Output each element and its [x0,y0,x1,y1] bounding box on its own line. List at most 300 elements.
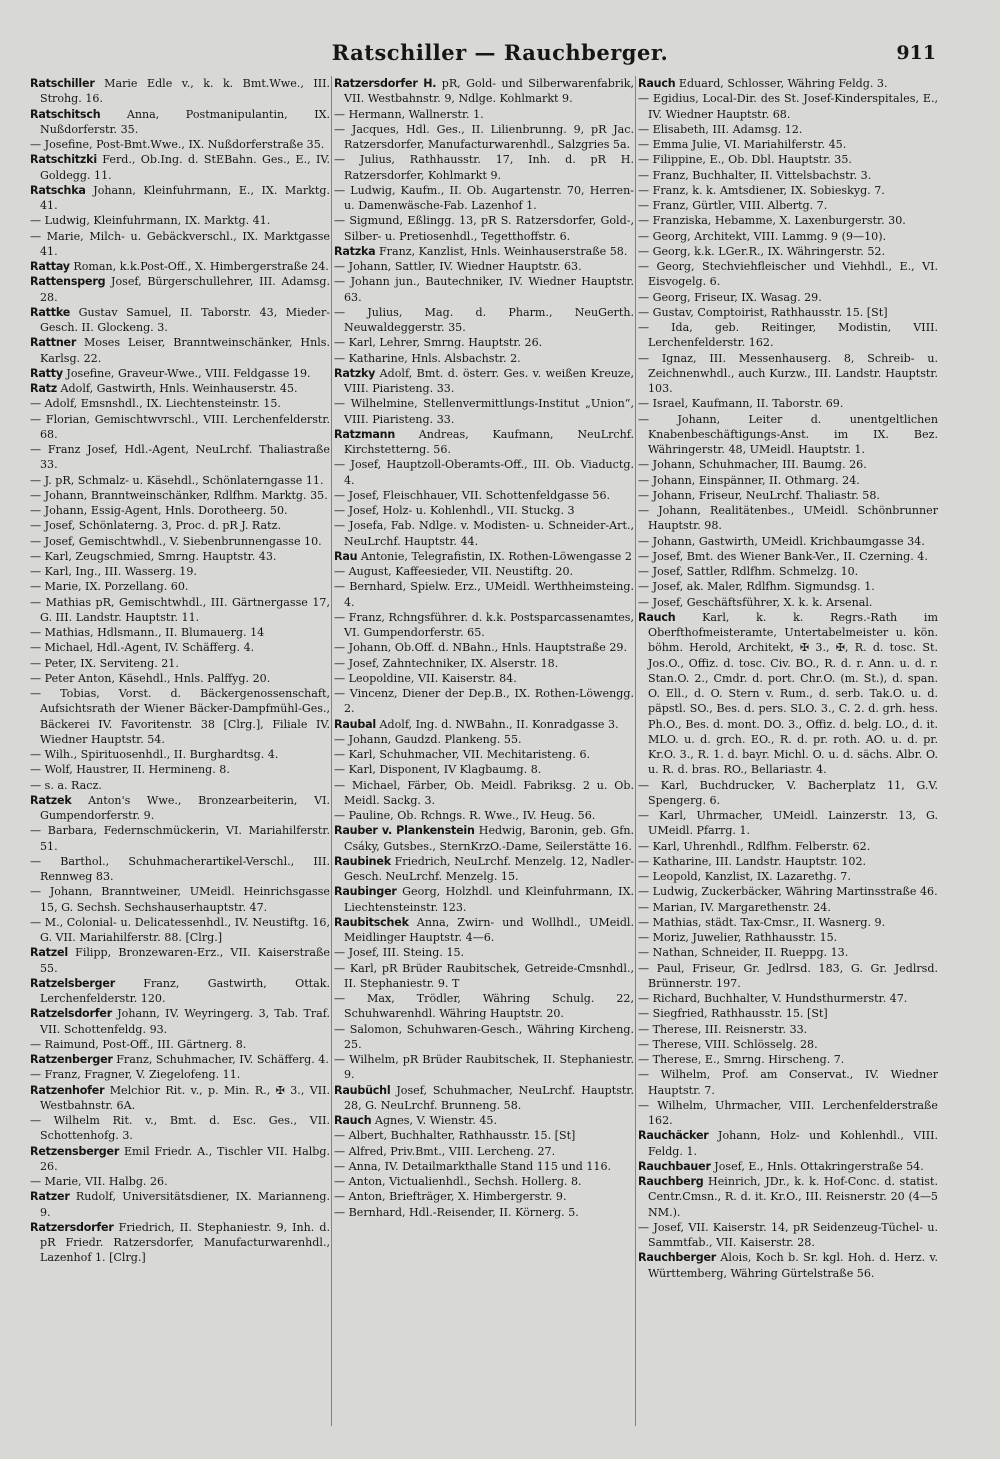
directory-entry [334,274,634,305]
entry-text: Adolf, Gastwirth, Hnls. Weinhauserstr. 45. [57,382,298,395]
entry-surname: Rattner [30,336,77,350]
entry-text: — Katharine, III. Landstr. Hauptstr. 102. [638,854,867,868]
entry-text: — Emma Julie, VI. Mariahilferstr. 45. [638,138,847,151]
directory-entry [30,1006,330,1037]
entry-text: — Franz, Fragner, V. Ziegelofeng. 11. [30,1068,241,1082]
entry-text: Eduard, Schlosser, Währing Feldg. 3. [675,77,888,90]
directory-entry [334,1128,634,1143]
directory-entry [638,1174,938,1220]
entry-text: — Karl, Uhrmacher, UMeidl. Lainzerstr. 13, G. UMeidl. Pfarrg. 1. [638,809,938,838]
directory-entry [638,778,938,809]
entry-surname: Rattay [30,260,70,273]
entry-surname: Rauch [638,77,676,90]
directory-entry [334,945,634,960]
directory-entry [30,137,330,152]
directory-entry [638,1220,938,1251]
directory-entry [334,808,634,823]
entry-text: — Ida, geb. Reitinger, Modistin, VIII. Lerchenfelderstr. 162. [638,321,938,350]
directory-entry [30,442,330,473]
directory-entry [334,1159,634,1174]
entry-surname: Ratzel [30,946,68,960]
directory-entry [638,839,938,854]
directory-entry [638,198,938,213]
entry-text: — Wilhelmine, Stellenvermittlungs-Institut „Union“, VIII. Piaristeng. 33. [334,397,634,426]
entry-text: Alois, Koch b. Sr. kgl. Hoh. d. Herz. v. Württemberg, Währing Gürtelstraße 56. [648,1251,938,1280]
directory-entry [30,671,330,686]
entry-text: — Franziska, Hebamme, X. Laxenburgerstr. 30. [638,214,906,228]
directory-entry [638,854,938,869]
entry-text: — Johann, Einspänner, II. Othmarg. 24. [638,473,860,487]
entry-text: — Josefine, Post-Bmt.Wwe., IX. Nußdorferstraße 35. [30,138,325,151]
entry-surname: Ratzersdorfer H. [334,77,437,90]
directory-entry [638,1006,938,1021]
directory-entry [334,488,634,503]
directory-entry [30,503,330,518]
entry-text: — Vincenz, Diener der Dep.B., IX. Rothen-Löwengg. 2. [334,687,634,716]
directory-entry [30,335,330,366]
entry-surname: Rau [334,549,358,563]
directory-entry [30,396,330,411]
entry-text: Josefine, Graveur-Wwe., VIII. Feldgasse 19. [62,366,311,380]
entry-text: — Karl, Disponent, IV Klagbaumg. 8. [334,763,542,777]
entry-surname: Ratzelsdorfer [30,1007,112,1021]
entry-surname: Raubitschek [334,915,409,929]
entry-text: — Peter, IX. Serviteng. 21. [30,656,179,670]
entry-text: — Josef, Hauptzoll-Oberamts-Off., III. Ob. Viaductg. 4. [334,458,634,487]
directory-entry [30,976,330,1007]
entry-text: — Marie, VII. Halbg. 26. [30,1175,168,1188]
entry-text: — Karl, Uhrenhdl., Rdlfhm. Felberstr. 62. [638,839,871,853]
entry-text: Johann, Kleinfuhrmann, E., IX. Marktg. 41. [40,183,330,212]
entry-text: — Johann, Ob.Off. d. NBahn., Hnls. Hauptstraße 29. [334,641,628,655]
entry-text: — Barbara, Federnschmückerin, VI. Mariahilferstr. 51. [30,824,330,853]
directory-entry [334,1189,634,1204]
directory-entry [30,595,330,626]
directory-entry [638,290,938,305]
directory-entry [334,732,634,747]
directory-entry [30,1174,330,1189]
directory-entry [638,915,938,930]
directory-entry [30,274,330,305]
entry-text: — Bernhard, Hdl.-Reisender, II. Körnerg. 5. [334,1205,579,1219]
entry-text: — Josef, ak. Maler, Rdlfhm. Sigmundsg. 1. [638,580,875,594]
directory-entry [334,884,634,915]
entry-text: — Wilhelm, Prof. am Conservat., IV. Wiedner Hauptstr. 7. [638,1068,938,1097]
directory-entry [334,656,634,671]
entry-surname: Ratty [30,366,63,380]
directory-entry [30,1220,330,1266]
entry-surname: Ratzelsberger [30,976,115,990]
directory-entry [638,869,938,884]
directory-entry [30,762,330,777]
directory-entry [334,76,634,107]
entry-text: Gustav Samuel, II. Taborstr. 43, Mieder-Gesch. II. Glockeng. 3. [40,305,330,334]
directory-entry [638,244,938,259]
entry-text: — Pauline, Ob. Rchngs. R. Wwe., IV. Heug. 56. [334,809,596,822]
entry-text: — Adolf, Emsnshdl., IX. Liechtensteinstr. 15. [30,397,281,411]
directory-entry [30,884,330,915]
entry-text: — Marie, Milch- u. Gebäckverschl., IX. Marktgasse 41. [30,229,330,258]
directory-entry [30,579,330,594]
directory-entry [30,1144,330,1175]
entry-text: Rudolf, Universitätsdiener, IX. Marianneng. 9. [40,1190,330,1219]
entry-text: — Mathias, städt. Tax-Cmsr., II. Wasnerg. 9. [638,915,886,929]
running-title: Ratschiller — Rauchberger. [331,40,669,65]
entry-text: — Tobias, Vorst. d. Bäckergenossenschaft, Aufsichtsrath der Wiener Bäcker-Dampfmühl-Ges., Bäckerei IV. Favoritenstr. 38 [Clrg.], Filiale IV. Wiedner Hauptstr. 54. [30,687,330,746]
directory-entry [334,427,634,458]
entry-text: — Karl, pR Brüder Raubitschek, Getreide-Cmsnhdl., II. Stephaniestr. 9. T [334,961,634,990]
entry-text: — Georg, k.k. LGer.R., IX. Währingerstr. 52. [638,244,885,258]
entry-surname: Ratzmann [334,427,396,441]
entry-text: Anna, Zwirn- und Wollhdl., UMeidl. Meidlinger Hauptstr. 4—6. [344,915,634,944]
entry-text: — Ignaz, III. Messenhauserg. 8, Schreib- u. Zeichnenwhdl., auch Kurzw., III. Landstr. Hauptstr. 103. [638,351,938,395]
entry-surname: Raubüchl [334,1083,391,1097]
directory-entry [638,76,938,91]
entry-text: — Jacques, Hdl. Ges., II. Lilienbrunng. 9, pR Jac. Ratzersdorfer, Manufacturwarenhdl., Salzgries 5a. [334,122,634,151]
entry-text: — Wilhelm Rit. v., Bmt. d. Esc. Ges., VII. Schottenhofg. 3. [30,1114,330,1143]
directory-entry [334,183,634,214]
entry-surname: Ratschiller [30,77,95,90]
directory-entry [334,915,634,946]
entry-text: — Josef, Geschäftsführer, X. k. k. Arsenal. [638,595,873,609]
entry-text: Antonie, Telegrafistin, IX. Rothen-Löwengasse 2 [357,549,632,563]
entry-surname: Rauchäcker [638,1129,709,1143]
directory-entry [334,305,634,336]
entry-text: — Michael, Hdl.-Agent, IV. Schäfferg. 4. [30,641,255,655]
directory-entry [638,1022,938,1037]
directory-entry [30,793,330,824]
entry-text: — Josef, Fleischhauer, VII. Schottenfeldgasse 56. [334,488,611,502]
entry-text: — s. a. Racz. [30,778,102,792]
directory-entry [30,656,330,671]
entry-text: — Johann, Leiter d. unentgeltlichen Knabenbeschäftigungs-Anst. im IX. Bez. Währingerstr. 48, UMeidl. Hauptstr. 1. [638,412,938,456]
entry-text: — Hermann, Wallnerstr. 1. [334,107,484,121]
directory-entry [638,320,938,351]
directory-entry [30,488,330,503]
entry-text: — Mathias pR, Gemischtwhdl., III. Gärtnergasse 17, G. III. Landstr. Hauptstr. 11. [30,595,330,624]
entry-surname: Rauchberg [638,1175,704,1188]
entry-text: pR, Gold- und Silberwarenfabrik, VII. Westbahnstr. 9, Ndlge. Kohlmarkt 9. [344,77,634,106]
directory-entry [30,945,330,976]
entry-text: Karl, k. k. Regrs.-Rath im Oberfthofmeisteramte, Untertabelmeister u. kön. böhm. Herold, Architekt, ✠ 3., ✠, R. d. tosc. St. Jos.O., Offiz. d. tosc. Civ. BO., R. d. r. Ann. u. d. r. Stan.O. 2., Cmdr. d. port. Chr.O. (m. St.), d. span. O. Ell., d. O. Stern v. Rum., d. serb. Tak.O. u. d. päpstl. SO., Bes. d. pers. SLO. 3., C. 2. d. grh. hess. Ph.O., Bes. d. mont. DO. 3., Offiz. d. belg. LO., d. it. MLO. u. d. grch. EO., R. d. pr. roth. AO. u. d. pr. Kr.O. 3., R. 1. d. bayr. Michl. O. u. d. sächs. Albr. O. u. R. d. bras. RO., Bellariastr. 4. [648,610,938,777]
directory-entry [334,747,634,762]
entry-text: Franz, Gastwirth, Ottak. Lerchenfelderstr. 120. [40,976,330,1005]
entry-text: — Josef, Schönlaterng. 3, Proc. d. pR J. Ratz. [30,519,281,533]
directory-entry [638,91,938,122]
entry-surname: Rauchbauer [638,1159,711,1173]
directory-entry [334,503,634,518]
directory-entry [30,564,330,579]
entry-text: Filipp, Bronzewaren-Erz., VII. Kaiserstraße 55. [40,946,330,975]
entry-surname: Rauber v. Plankenstein [334,824,475,838]
directory-entry [334,1205,634,1220]
directory-entry [638,122,938,137]
entry-text: — Sigmund, Eßlingg. 13, pR S. Ratzersdorfer, Gold-, Silber- u. Pretiosenhdl., Tegetthoffstr. 6. [334,214,634,243]
directory-entry [334,610,634,641]
entry-text: — Gustav, Comptoirist, Rathhausstr. 15. [St] [638,305,888,319]
directory-entry [30,412,330,443]
entry-surname: Ratzky [334,366,376,380]
entry-text: — Therese, E., Smrng. Hirscheng. 7. [638,1053,845,1066]
entry-text: — Wolf, Haustrer, II. Hermineng. 8. [30,763,230,777]
directory-entry [638,396,938,411]
entry-text: Josef, Schuhmacher, NeuLrchf. Hauptstr. 28, G. NeuLrchf. Brunneng. 58. [344,1083,634,1112]
entry-text: — Josef, III. Steing. 15. [334,946,465,960]
entry-surname: Ratzer [30,1190,70,1204]
entry-text: Emil Friedr. A., Tischler VII. Halbg. 26. [40,1144,330,1173]
entry-text: — Peter Anton, Käsehdl., Hnls. Palffyg. 20. [30,671,271,685]
directory-entry [30,915,330,946]
directory-entry [638,961,938,992]
directory-entry [30,640,330,655]
directory-entry [30,381,330,396]
directory-entry [30,107,330,138]
entry-surname: Rattensperg [30,275,106,289]
directory-entry [30,778,330,793]
entry-text: Marie Edle v., k. k. Bmt.Wwe., III. Strohg. 16. [40,77,330,106]
directory-entry [30,747,330,762]
directory-entry [638,808,938,839]
entry-text: Josef, E., Hnls. Ottakringerstraße 54. [710,1159,924,1173]
entry-text: Roman, k.k.Post-Off., X. Himbergerstraße 24. [69,260,329,273]
entry-text: — Karl, Schuhmacher, VII. Mechitaristeng. 6. [334,748,591,761]
entry-text: — Franz Josef, Hdl.-Agent, NeuLrchf. Thaliastraße 33. [30,443,330,472]
entry-text: Ferd., Ob.Ing. d. StEBahn. Ges., E., IV. Goldegg. 11. [40,153,330,182]
entry-text: — Josef, Gemischtwhdl., V. Siebenbrunnengasse 10. [30,534,322,548]
directory-entry [638,259,938,290]
entry-text: — Wilhelm, Uhrmacher, VIII. Lerchenfelderstraße 162. [638,1098,938,1127]
entry-text: — Johann, Realitätenbes., UMeidl. Schönbrunner Hauptstr. 98. [638,504,938,533]
entry-text: — Max, Trödler, Währing Schulg. 22, Schuhwarenhdl. Währing Hauptstr. 20. [334,992,634,1021]
directory-entry [30,76,330,107]
directory-entry [334,335,634,350]
entry-text: — Josef, Zahntechniker, IX. Alserstr. 18. [334,656,559,670]
entry-text: Friedrich, NeuLrchf. Menzelg. 12, Nadler-Gesch. NeuLrchf. Menzelg. 15. [344,854,634,883]
entry-text: — Egidius, Local-Dir. des St. Josef-Kinderspitales, E., IV. Wiedner Hauptstr. 68. [638,92,938,121]
directory-entry [334,579,634,610]
directory-entry [334,122,634,153]
entry-text: — Alfred, Priv.Bmt., VIII. Lercheng. 27. [334,1144,556,1158]
entry-text: — Karl, Lehrer, Smrng. Hauptstr. 26. [334,336,543,350]
entry-text: — Johann jun., Bautechniker, IV. Wiedner Hauptstr. 63. [334,275,634,304]
directory-entry [638,229,938,244]
entry-text: — Elisabeth, III. Adamsg. 12. [638,122,803,136]
entry-text: — Karl, Ing., III. Wasserg. 19. [30,565,197,578]
directory-entry [30,549,330,564]
directory-entry [334,762,634,777]
directory-entry [334,213,634,244]
directory-entry [334,778,634,809]
entry-text: — Therese, VIII. Schlösselg. 28. [638,1037,818,1051]
directory-entry [638,183,938,198]
directory-entry [334,1022,634,1053]
directory-entry [334,1174,634,1189]
entry-text: — Moriz, Juwelier, Rathhausstr. 15. [638,931,838,944]
entry-text: — Johann, Sattler, IV. Wiedner Hauptstr. 63. [334,260,582,273]
entry-text: — Marie, IX. Porzellang. 60. [30,580,189,594]
entry-surname: Rauch [334,1114,372,1127]
column-3 [638,76,938,1446]
directory-entry [30,213,330,228]
directory-entry [30,518,330,533]
entry-text: — Marian, IV. Margarethenstr. 24. [638,900,831,914]
directory-entry [334,244,634,259]
entry-surname: Ratzersdorfer [30,1220,114,1234]
entry-text: — Karl, Buchdrucker, V. Bacherplatz 11, G.V. Spengerg. 6. [638,778,938,807]
directory-entry [638,1098,938,1129]
directory-entry [638,137,938,152]
entry-text: — Salomon, Schuhwaren-Gesch., Währing Kircheng. 25. [334,1022,634,1051]
directory-entry [334,564,634,579]
directory-entry [638,305,938,320]
entry-text: — M., Colonial- u. Delicatessenhdl., IV. Neustiftg. 16, G. VII. Mariahilferstr. 88. [Clrg.] [30,915,330,944]
directory-entry [638,213,938,228]
directory-entry [30,1052,330,1067]
entry-surname: Rauchberger [638,1251,717,1265]
entry-text: — Wilhelm, pR Brüder Raubitschek, II. Stephaniestr. 9. [334,1053,634,1082]
entry-text: — Georg, Architekt, VIII. Lammg. 9 (9—10). [638,229,887,243]
directory-entry [638,412,938,458]
entry-text: — Therese, III. Reisnerstr. 33. [638,1022,808,1036]
directory-entry [638,610,938,778]
entry-text: Josef, Bürgerschullehrer, III. Adamsg. 28. [40,275,330,304]
entry-text: — Michael, Färber, Ob. Meidl. Fabriksg. 2 u. Ob. Meidl. Sackg. 3. [334,778,634,807]
entry-surname: Ratschitsch [30,107,101,121]
directory-entry [334,107,634,122]
directory-entry [30,259,330,274]
directory-entry [30,1189,330,1220]
directory-entry [334,351,634,366]
entry-text: — Wilh., Spirituosenhdl., II. Burghardtsg. 4. [30,748,279,761]
entry-text: — Josef, Sattler, Rdlfhm. Schmelzg. 10. [638,565,859,578]
directory-entry [334,671,634,686]
column-1 [30,76,330,1446]
directory-entry [334,640,634,655]
directory-entry [30,823,330,854]
entry-text: — Johann, Friseur, NeuLrchf. Thaliastr. 58. [638,488,880,502]
entry-text: Georg, Holzhdl. und Kleinfuhrmann, IX. Liechtensteinstr. 123. [344,885,634,914]
entry-text: — Franz, Buchhalter, II. Vittelsbachstr. 3. [638,168,872,182]
entry-text: Heinrich, JDr., k. k. Hof-Conc. d. statist. Centr.Cmsn., R. d. it. Kr.O., III. Reisnerstr. 20 (4—5 NM.). [648,1175,938,1219]
entry-text: Anna, Postmanipulantin, IX. Nußdorferstr. 35. [40,107,330,136]
directory-entry [30,473,330,488]
directory-entry [638,991,938,1006]
entry-text: — Franz, Rchngsführer. d. k.k. Postsparcassenamtes, VI. Gumpendorferstr. 65. [334,610,634,639]
entry-text: — Anton, Briefträger, X. Himbergerstr. 9. [334,1190,567,1204]
entry-text: — August, Kaffeesieder, VII. Neustiftg. 20. [334,565,574,578]
directory-entry [638,168,938,183]
entry-text: — Franz, k. k. Amtsdiener, IX. Sobieskyg. 7. [638,183,885,197]
entry-text: — Leopoldine, VII. Kaiserstr. 84. [334,671,517,685]
entry-text: — Johann, Gaudzd. Plankeng. 55. [334,732,522,746]
entry-text: — Leopold, Kanzlist, IX. Lazarethg. 7. [638,870,851,883]
directory-entry [638,579,938,594]
entry-text: — Richard, Buchhalter, V. Hundsthurmerstr. 47. [638,992,908,1005]
entry-text: — Ludwig, Zuckerbäcker, Währing Martinsstraße 46. [638,885,938,899]
entry-surname: Ratzka [334,244,376,258]
entry-text: — Bernhard, Spielw. Erz., UMeidl. Werthheimsteing. 4. [334,580,634,609]
directory-entry [30,1113,330,1144]
entry-text: Johann, IV. Weyringerg. 3, Tab. Traf. VII. Schottenfeldg. 93. [40,1007,330,1036]
entry-text: — Barthol., Schuhmacherartikel-Verschl., III. Rennweg 83. [30,854,330,883]
entry-text: Agnes, V. Wienstr. 45. [371,1114,498,1127]
entry-text: — Ludwig, Kaufm., II. Ob. Augartenstr. 70, Herren- u. Damenwäsche-Fab. Lazenhof 1. [334,183,634,212]
entry-text: Anton's Wwe., Bronzearbeiterin, VI. Gumpendorferstr. 9. [40,793,330,822]
column-2 [334,76,634,1446]
entry-surname: Ratzenhofer [30,1083,105,1097]
entry-text: — Josefa, Fab. Ndlge. v. Modisten- u. Schneider-Art., NeuLrchf. Hauptstr. 44. [334,519,634,548]
entry-text: — Siegfried, Rathhausstr. 15. [St] [638,1007,828,1021]
directory-entry [334,366,634,397]
entry-text: — Anton, Victualienhdl., Sechsh. Hollerg. 8. [334,1175,582,1188]
entry-text: — Josef, VII. Kaiserstr. 14, pR Seidenzeug-Tüchel- u. Sammtfab., VII. Kaiserstr. 28. [638,1220,938,1249]
directory-entry [638,1067,938,1098]
entry-text: — Florian, Gemischtwvrschl., VIII. Lerchenfelderstr. 68. [30,412,330,441]
directory-entry [334,823,634,854]
directory-entry [334,1113,634,1128]
entry-text: Moses Leiser, Branntweinschänker, Hnls. Karlsg. 22. [40,336,330,365]
entry-text: Adolf, Ing. d. NWBahn., II. Konradgasse 3. [375,717,619,731]
entry-text: — Ludwig, Kleinfuhrmann, IX. Marktg. 41. [30,214,271,228]
directory-entry [638,503,938,534]
entry-text: Franz, Kanzlist, Hnls. Weinhauserstraße 58. [375,244,628,258]
directory-entry [334,961,634,992]
entry-text: — Franz, Gürtler, VIII. Albertg. 7. [638,199,828,212]
directory-entry [30,625,330,640]
entry-text: — Georg, Friseur, IX. Wasag. 29. [638,290,822,304]
directory-entry [30,366,330,381]
directory-entry [638,1159,938,1174]
entry-text: — Josef, Holz- u. Kohlenhdl., VII. Stuckg. 3 [334,504,575,517]
directory-entry [638,488,938,503]
entry-text: — Johann, Branntweiner, UMeidl. Heinrichsgasse 15, G. Sechsh. Sechshauserhauptstr. 47. [30,885,330,914]
entry-surname: Rauch [638,610,676,624]
directory-entry [30,152,330,183]
entry-text: — Israel, Kaufmann, II. Taborstr. 69. [638,397,844,411]
directory-entry [30,183,330,214]
directory-entry [30,305,330,336]
directory-entry [334,457,634,488]
entry-text: Melchior Rit. v., p. Min. R., ✠ 3., VII. Westbahnstr. 6A. [40,1083,330,1112]
directory-entry [334,152,634,183]
entry-text: Franz, Schuhmacher, IV. Schäfferg. 4. [112,1053,329,1066]
directory-entry [334,518,634,549]
entry-surname: Rattke [30,305,71,319]
entry-surname: Ratschka [30,183,86,197]
directory-entry [638,549,938,564]
entry-text: — Julius, Rathhausstr. 17, Inh. d. pR H. Ratzersdorfer, Kohlmarkt 9. [334,153,634,182]
entry-text: — Georg, Stechviehfleischer und Viehhdl., E., VI. Eisvogelg. 6. [638,260,938,289]
entry-text: Friedrich, II. Stephaniestr. 9, Inh. d. pR Friedr. Ratzersdorfer, Manufacturwarenhdl., Lazenhof 1. [Clrg.] [40,1220,330,1265]
entry-text: — Anna, IV. Detailmarkthalle Stand 115 und 116. [334,1159,612,1173]
directory-entry [30,1037,330,1052]
directory-entry [30,534,330,549]
entry-text: — Albert, Buchhalter, Rathhausstr. 15. [St] [334,1129,576,1143]
entry-text: — Filippine, E., Ob. Dbl. Hauptstr. 35. [638,153,852,167]
directory-entry [334,396,634,427]
entry-text: — Katharine, Hnls. Alsbachstr. 2. [334,351,521,365]
directory-entry [30,854,330,885]
directory-entry [638,595,938,610]
directory-entry [638,534,938,549]
entry-surname: Raubinger [334,885,397,899]
entry-surname: Ratzek [30,793,72,807]
directory-entry [334,1083,634,1114]
entry-text: Hedwig, Baronin, geb. Gfn. Csáky, Gutsbes., SternKrzO.-Dame, Seilerstätte 16. [344,824,634,853]
page-number: 911 [896,42,936,64]
directory-entry [334,259,634,274]
entry-text: — J. pR, Schmalz- u. Käsehdl., Schönlaterngasse 11. [30,473,324,487]
